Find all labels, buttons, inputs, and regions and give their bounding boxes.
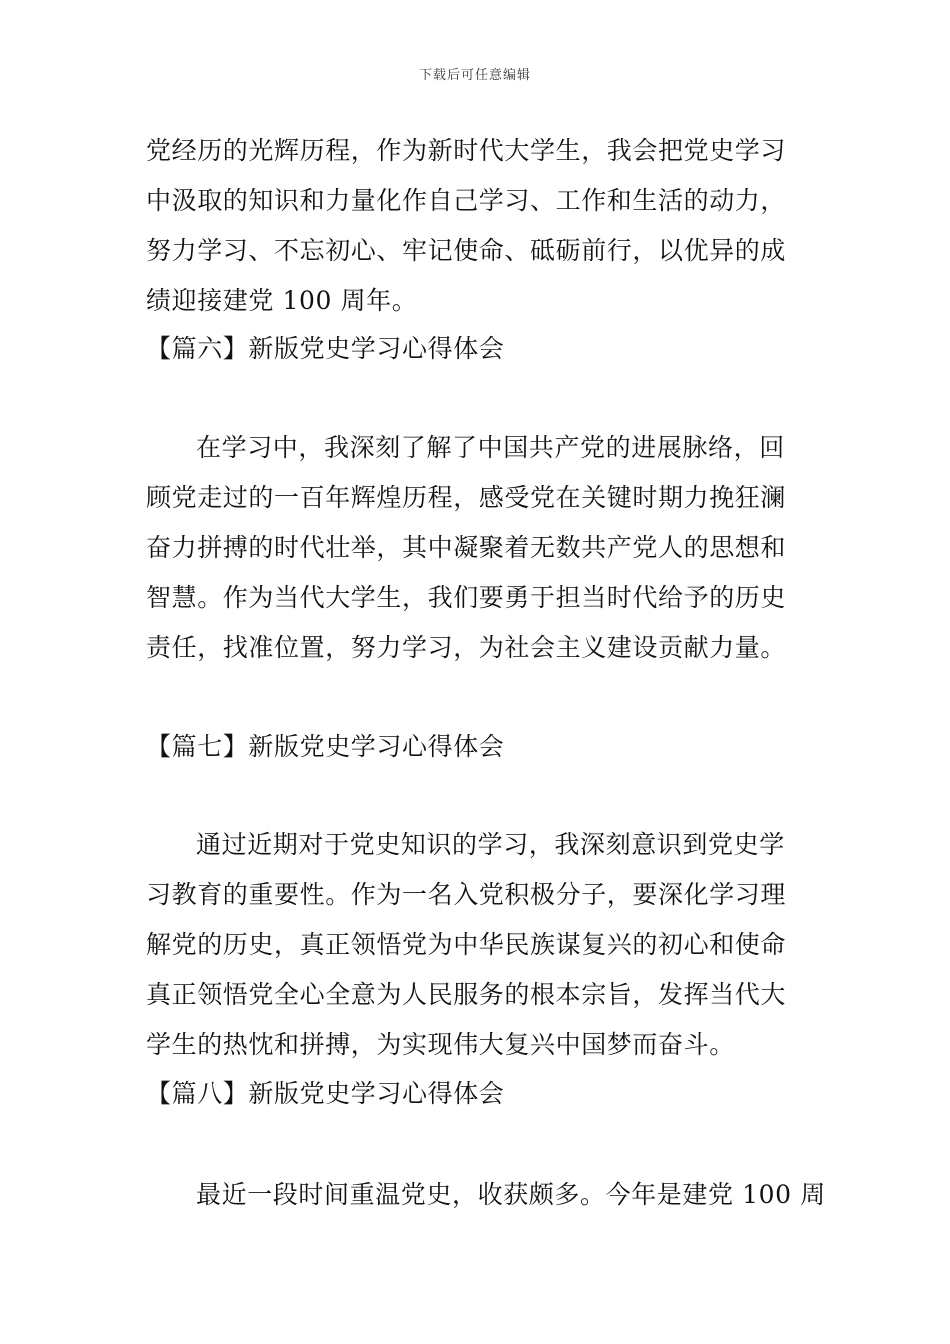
- text-line: 真正领悟党全心全意为人民服务的根本宗旨，发挥当代大: [146, 980, 787, 1009]
- text-line: 顾党走过的一百年辉煌历程，感受党在关键时期力挽狂澜: [146, 483, 787, 512]
- text-line: 在学习中，我深刻了解了中国共产党的进展脉络，回: [196, 433, 785, 462]
- text-line: 学生的热忱和拼搏，为实现伟大复兴中国梦而奋斗。: [146, 1030, 735, 1059]
- page-header: 下载后可任意编辑: [418, 68, 531, 83]
- text-line: 中汲取的知识和力量化作自己学习、工作和生活的动力，: [146, 186, 787, 215]
- text-line: 党经历的光辉历程，作为新时代大学生，我会把党史学习: [146, 136, 787, 165]
- text-line: 通过近期对于党史知识的学习，我深刻意识到党史学: [196, 830, 785, 859]
- section-heading: 【篇八】新版党史学习心得体会: [146, 1079, 505, 1108]
- text-line: 智慧。作为当代大学生，我们要勇于担当时代给予的历史: [146, 583, 787, 612]
- section-heading: 【篇七】新版党史学习心得体会: [146, 732, 505, 761]
- section-heading: 【篇六】新版党史学习心得体会: [146, 334, 505, 363]
- text-line: 努力学习、不忘初心、牢记使命、砥砺前行，以优异的成: [146, 236, 787, 265]
- text-line: 奋力拼搏的时代壮举，其中凝聚着无数共产党人的思想和: [146, 533, 787, 562]
- text-line: 习教育的重要性。作为一名入党积极分子，要深化学习理: [146, 880, 787, 909]
- text-line: 最近一段时间重温党史，收获颇多。今年是建党 100 周: [196, 1180, 826, 1209]
- text-line: 解党的历史，真正领悟党为中华民族谋复兴的初心和使命: [146, 930, 787, 959]
- text-line: 责任，找准位置，努力学习，为社会主义建设贡献力量。: [146, 633, 787, 662]
- text-line: 绩迎接建党 100 周年。: [146, 286, 418, 315]
